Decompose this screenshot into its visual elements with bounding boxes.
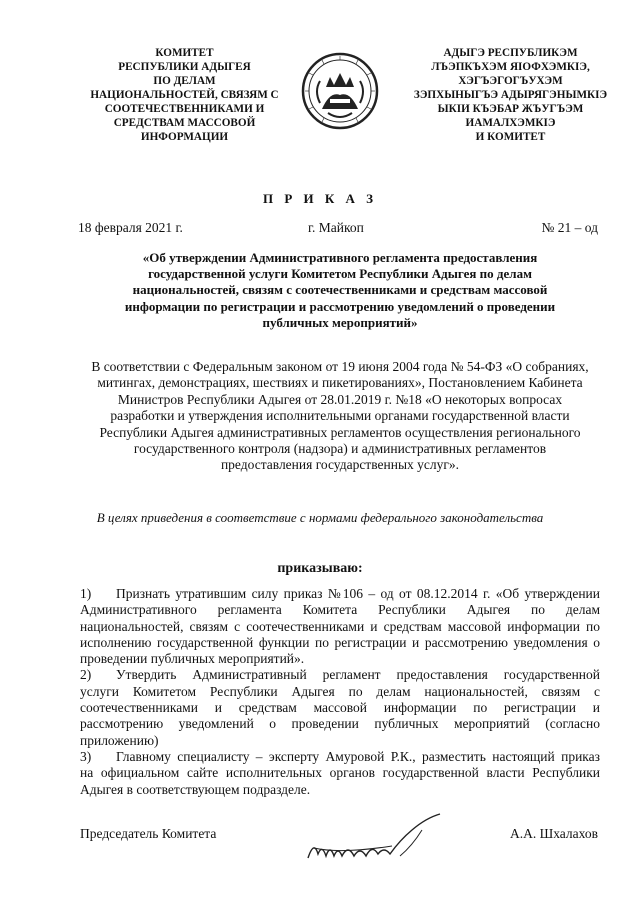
order-item <box>80 586 600 667</box>
item-line: Административного регламента Комитета Республики Адыгея по делам <box>80 602 600 618</box>
header-right-line: И КОМИТЕТ <box>475 131 546 143</box>
preamble-line: Министров Республики Адыгея от 28.01.2019 г. №18 «О некоторых вопросах <box>117 391 563 407</box>
item-line: приложению) <box>80 732 159 748</box>
header-left-line: СООТЕЧЕСТВЕННИКАМИ И <box>104 103 265 115</box>
preamble-line: разработки и утверждения исполнительными органами государственной власти <box>110 408 570 424</box>
handwritten-signature <box>300 810 450 870</box>
item-line: Признать утратившим силу приказ №106 – од от 08.12.2014 г. «Об утверждении <box>116 586 600 601</box>
header-left-line: СРЕДСТВАМ МАССОВОЙ <box>113 117 256 129</box>
subject-line: государственной услуги Комитетом Республики Адыгея по делам <box>148 266 532 282</box>
document-subject <box>80 250 600 331</box>
document-number: № 21 – од <box>541 220 598 235</box>
header-left-line: НАЦИОНАЛЬНОСТЕЙ, СВЯЗЯМ С <box>90 89 279 101</box>
header-left-line: КОМИТЕТ <box>155 47 214 59</box>
preamble-line: предоставления государственных услуг». <box>220 457 460 473</box>
preamble <box>60 359 620 474</box>
header-right-block <box>393 46 628 144</box>
document-title: П Р И К А З <box>262 191 378 206</box>
header-right-line: ИАМАЛХЭМКІЭ <box>465 117 556 129</box>
subject-line: национальностей, связям с соотечественниками и средствам массовой <box>132 282 548 298</box>
item-line: соотечественниками и средствам массовой информации по регистрации и <box>80 700 600 716</box>
signatory-position: Председатель Комитета <box>80 826 217 841</box>
document-date: 18 февраля 2021 г. <box>78 220 183 235</box>
order-item <box>80 667 600 748</box>
header-right-line: ЛЪЭПКЪХЭМ ЯІОФХЭМКІЭ, <box>431 61 590 73</box>
header-right-line: ЫКІИ КЪЭБАР ЖЪУГЪЭМ <box>437 103 584 115</box>
item-line: рассмотрению уведомлений о проведении публичных мероприятий (согласно <box>80 716 600 732</box>
item-line: услуги Комитетом Республики Адыгея по делам национальностей, связям с <box>80 683 600 699</box>
item-line: Адыгея в соответствующем подразделе. <box>80 781 311 797</box>
preamble-line: Республики Адыгея административных регламентов осуществления регионального <box>99 424 581 440</box>
preamble-line: государственного контроля (надзора) и административных регламентов <box>133 441 547 457</box>
header-left-line: ПО ДЕЛАМ <box>153 75 216 87</box>
item-number: 2) <box>80 667 92 683</box>
item-line: проведении публичных мероприятий». <box>80 651 305 667</box>
header-right-line: ХЭГЪЭГОГЪУХЭМ <box>458 75 563 87</box>
subject-line: «Об утверждении Административного регламента предоставления <box>142 250 538 265</box>
item-line: Утвердить Административный регламент предоставления государственной <box>116 667 600 683</box>
coat-of-arms-icon <box>300 51 380 131</box>
header-right-line: АДЫГЭ РЕСПУБЛИКЭМ <box>443 47 578 59</box>
header-left-block <box>77 46 292 144</box>
order-word: приказываю: <box>277 561 363 576</box>
item-line: на официальном сайте исполнительных органов государственной власти Республики <box>80 765 600 781</box>
order-item <box>80 749 600 798</box>
header-left-line: ИНФОРМАЦИИ <box>140 131 229 143</box>
subject-line: информации по регистрации и рассмотрению уведомлений о проведении <box>124 298 556 314</box>
item-line: национальностей, связям с соотечественниками и средствам массовой информации по <box>80 618 600 634</box>
preamble-line: митингах, демонстрациях, шествиях и пикетированиях», Постановлением Кабинета <box>97 375 583 391</box>
preamble-line: В соответствии с Федеральным законом от 19 июня 2004 года № 54-ФЗ «О собраниях, <box>91 359 589 374</box>
item-number: 1) <box>80 586 92 601</box>
document-city: г. Майкоп <box>308 220 364 235</box>
header-right-line: ЗЭПХЫНЫГЪЭ АДЫРЯГЭНЫМКІЭ <box>413 89 608 101</box>
purpose-statement: В целях приведения в соответствие с нормами федерального законодательства <box>96 510 544 525</box>
item-number: 3) <box>80 748 92 764</box>
item-line: Главному специалисту – эксперту Амуровой Р.К., разместить настоящий приказ <box>116 748 600 764</box>
signatory-name: А.А. Шхалахов <box>509 826 598 841</box>
order-items <box>80 586 600 798</box>
header-left-line: РЕСПУБЛИКИ АДЫГЕЯ <box>118 61 251 73</box>
subject-line: публичных мероприятий» <box>262 314 418 330</box>
item-line: исполнению государственной функции по регистрации и рассмотрению уведомления о <box>80 634 600 650</box>
